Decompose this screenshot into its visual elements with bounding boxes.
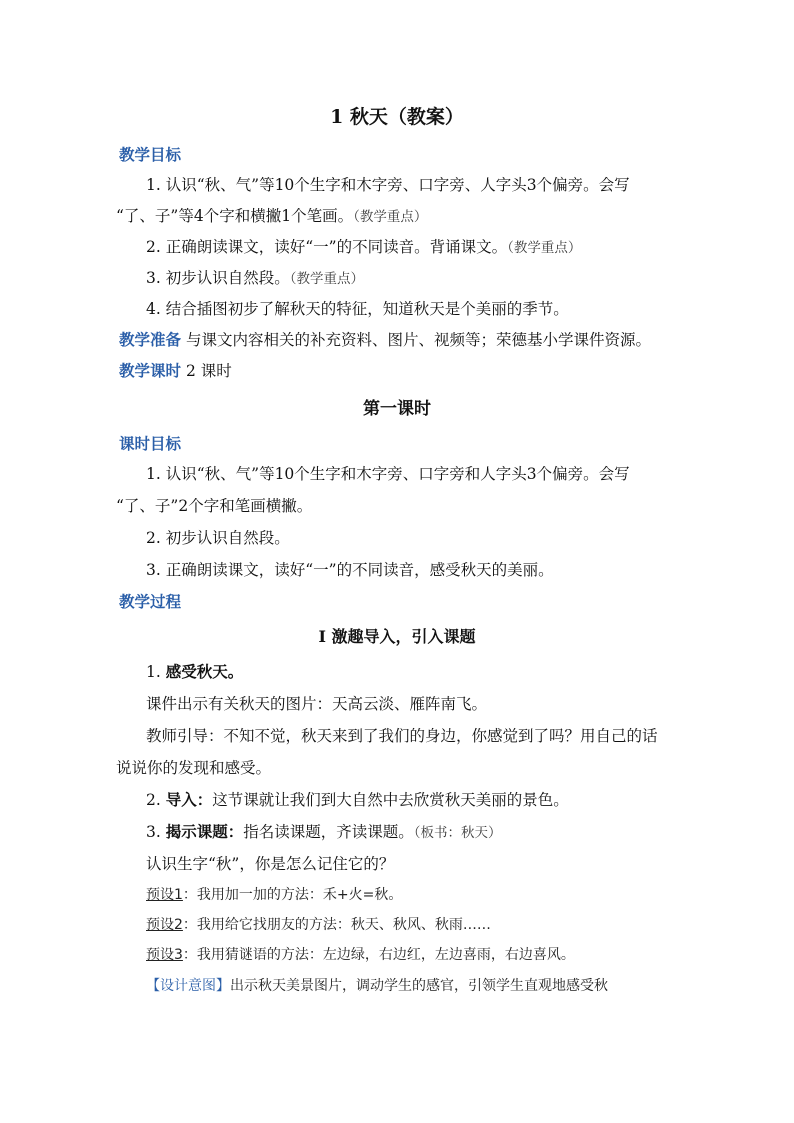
step-1 [146,662,243,682]
teaching-prep-label: 教学准备 [119,330,182,349]
preset-1 [146,885,402,905]
preset-3 [146,945,575,965]
step-3-title: 揭示课题： [165,822,244,841]
teaching-hours [119,361,232,381]
teaching-hours-label: 教学课时 [119,361,182,380]
goal-item-2-text: 2. 正确朗读课文，读好“一”的不同读音。背诵课文。 [146,238,508,256]
teaching-prep-text: 与课文内容相关的补充资料、图片、视频等；荣德基小学课件资源。 [181,331,651,349]
preset-1-label: 预设1 [146,887,183,903]
step-3-note: （板书：秋天） [413,825,502,841]
goal-item-1-note: （教学重点） [353,209,428,225]
design-intent-label: 【设计意图】 [146,978,230,994]
preset-1-text: ：我用加一加的方法：禾+火=秋。 [182,887,403,903]
design-intent [146,976,608,996]
teaching-hours-text: 2 课时 [181,362,232,380]
preset-3-text: ：我用猜谜语的方法：左边绿，右边红，左边喜雨，右边喜风。 [182,947,575,963]
goal-item-1-text: “了、子”等4个字和横撇1个笔画。 [116,207,354,225]
section-1-heading: Ⅰ 激趣导入，引入课题 [318,627,476,646]
preset-2 [146,915,491,935]
step-2-title: 导入： [165,790,213,809]
step-2-text: 这节课就让我们到大自然中去欣赏秋天美丽的景色。 [212,791,569,809]
design-intent-text: 出示秋天美景图片，调动学生的感官，引领学生直观地感受秋 [230,978,608,994]
step-3-number: 3. [146,823,166,841]
step-2-number: 2. [146,791,166,809]
step-1-number: 1. [146,663,166,681]
goal-item-1-line-1: 1. 认识“秋、气”等10个生字和木字旁、口字旁、人字头3个偏旁。会写 [146,176,630,194]
goal-item-4: 4. 结合插图初步了解秋天的特征，知道秋天是个美丽的季节。 [146,300,569,318]
teaching-prep [119,330,651,350]
goal-item-2-note: （教学重点） [507,240,582,256]
document-title: 1 秋天（教案） [330,106,464,128]
lesson-goal-3: 3. 正确朗读课文，读好“一”的不同读音，感受秋天的美丽。 [146,561,554,579]
step-1-text: 课件出示有关秋天的图片：天高云淡、雁阵南飞。 [146,695,488,713]
goal-item-3-text: 3. 初步认识自然段。 [146,269,290,287]
lesson-goals-heading: 课时目标 [119,434,182,453]
preset-3-label: 预设3 [146,947,183,963]
preset-2-text: ：我用给它找朋友的方法：秋天、秋风、秋雨…… [182,917,491,933]
step-1-title: 感受秋天。 [165,662,244,681]
goal-item-3 [146,268,364,289]
process-heading: 教学过程 [119,592,182,611]
goal-item-1-line-2 [116,206,427,227]
lesson-goal-1-line-1: 1. 认识“秋、气”等10个生字和木字旁、口字旁和人字头3个偏旁。会写 [146,465,630,483]
goal-item-2 [146,237,581,258]
step-3-text: 指名读课题，齐读课题。 [243,823,414,841]
step-3 [146,822,502,843]
goals-heading: 教学目标 [119,145,182,164]
lesson-goal-2: 2. 初步认识自然段。 [146,529,290,547]
step-2 [146,790,569,810]
step-3-question: 认识生字“秋”，你是怎么记住它的？ [146,855,395,873]
preset-2-label: 预设2 [146,917,183,933]
step-1-guide-line-1: 教师引导：不知不觉，秋天来到了我们的身边，你感觉到了吗？用自己的话 [146,727,658,745]
step-1-guide-line-2: 说说你的发现和感受。 [116,759,272,777]
lesson-goal-1-line-2: “了、子”2个字和笔画横撇。 [116,497,313,515]
goal-item-3-note: （教学重点） [289,271,364,287]
lesson-1-heading: 第一课时 [363,399,431,419]
